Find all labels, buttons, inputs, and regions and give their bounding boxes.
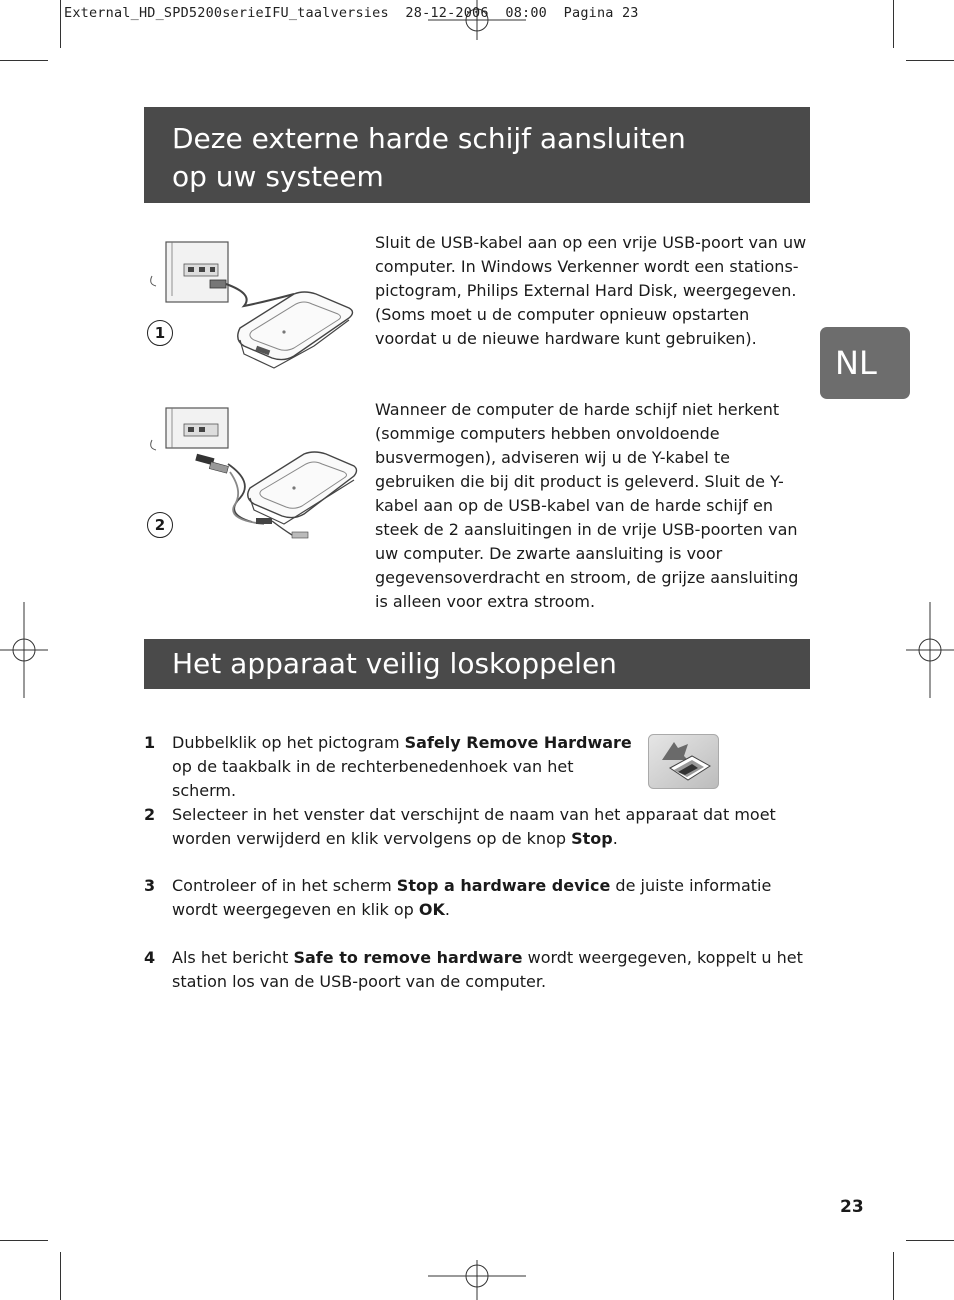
language-tab: NL xyxy=(820,327,910,399)
crop-mark xyxy=(906,1240,954,1241)
crop-mark xyxy=(906,60,954,61)
crop-mark xyxy=(893,0,894,48)
figure-number-1: 1 xyxy=(147,320,173,346)
page-number: 23 xyxy=(840,1197,864,1217)
registration-mark-bottom xyxy=(428,1260,526,1300)
safely-remove-hardware-icon xyxy=(648,734,719,789)
step-text: Controleer of in het scherm Stop a hardware device de juiste informatie wordt weergegeven en klik op OK. xyxy=(172,876,772,919)
crop-mark xyxy=(60,0,61,48)
crop-mark xyxy=(0,1240,48,1241)
crop-mark xyxy=(60,1252,61,1300)
step-number: 1 xyxy=(144,733,156,752)
registration-mark-right xyxy=(906,602,954,698)
step-text: Als het bericht Safe to remove hardware wordt weergegeven, koppelt u het station los van de USB-poort van de computer. xyxy=(172,948,803,991)
section-title-line2: op uw systeem xyxy=(172,160,384,193)
crop-mark xyxy=(893,1252,894,1300)
instruction-paragraph-1: Sluit de USB-kabel aan op een vrije USB-poort van uw computer. In Windows Verkenner wordt een stations-pictogram, Philips External Hard Disk, weergegeven. (Soms moet u de computer opnieuw opstarten voordat u de nieuwe hardware kunt gebruiken). xyxy=(375,233,807,348)
step-text: Dubbelklik op het pictogram Safely Remove Hardware op de taakbalk in de rechterbenedenhoek van het scherm. xyxy=(172,733,632,800)
section-title-line1: Deze externe harde schijf aansluiten xyxy=(172,122,686,155)
crop-mark xyxy=(0,60,48,61)
y-cable-illustration xyxy=(144,402,359,547)
section-title-connect xyxy=(144,107,810,203)
instruction-paragraph-2: Wanneer de computer de harde schijf niet herkent (sommige computers hebben onvoldoende busvermogen), adviseren wij u de Y-kabel te gebruiken die bij dit product is geleverd. Sluit de Y-kabel aan op de USB-kabel van de harde schijf en steek de 2 aansluitingen in de vrije USB-poorten van uw computer. De zwarte aansluiting is voor gegevensoverdracht en stroom, de grijze aansluiting is alleen voor extra stroom. xyxy=(375,400,799,611)
step-number: 4 xyxy=(144,948,156,967)
step-number: 3 xyxy=(144,876,156,895)
registration-mark-left xyxy=(0,602,48,698)
figure-number-2: 2 xyxy=(147,512,173,538)
section-title-safe-remove: Het apparaat veilig loskoppelen xyxy=(144,639,810,689)
step-number: 2 xyxy=(144,805,156,824)
print-slug: External_HD_SPD5200serieIFU_taalversies 28-12-2006 08:00 Pagina 23 xyxy=(64,5,639,21)
step-text: Selecteer in het venster dat verschijnt de naam van het apparaat dat moet worden verwijderd en klik vervolgens op de knop Stop. xyxy=(172,805,776,848)
usb-connection-illustration xyxy=(144,236,359,376)
